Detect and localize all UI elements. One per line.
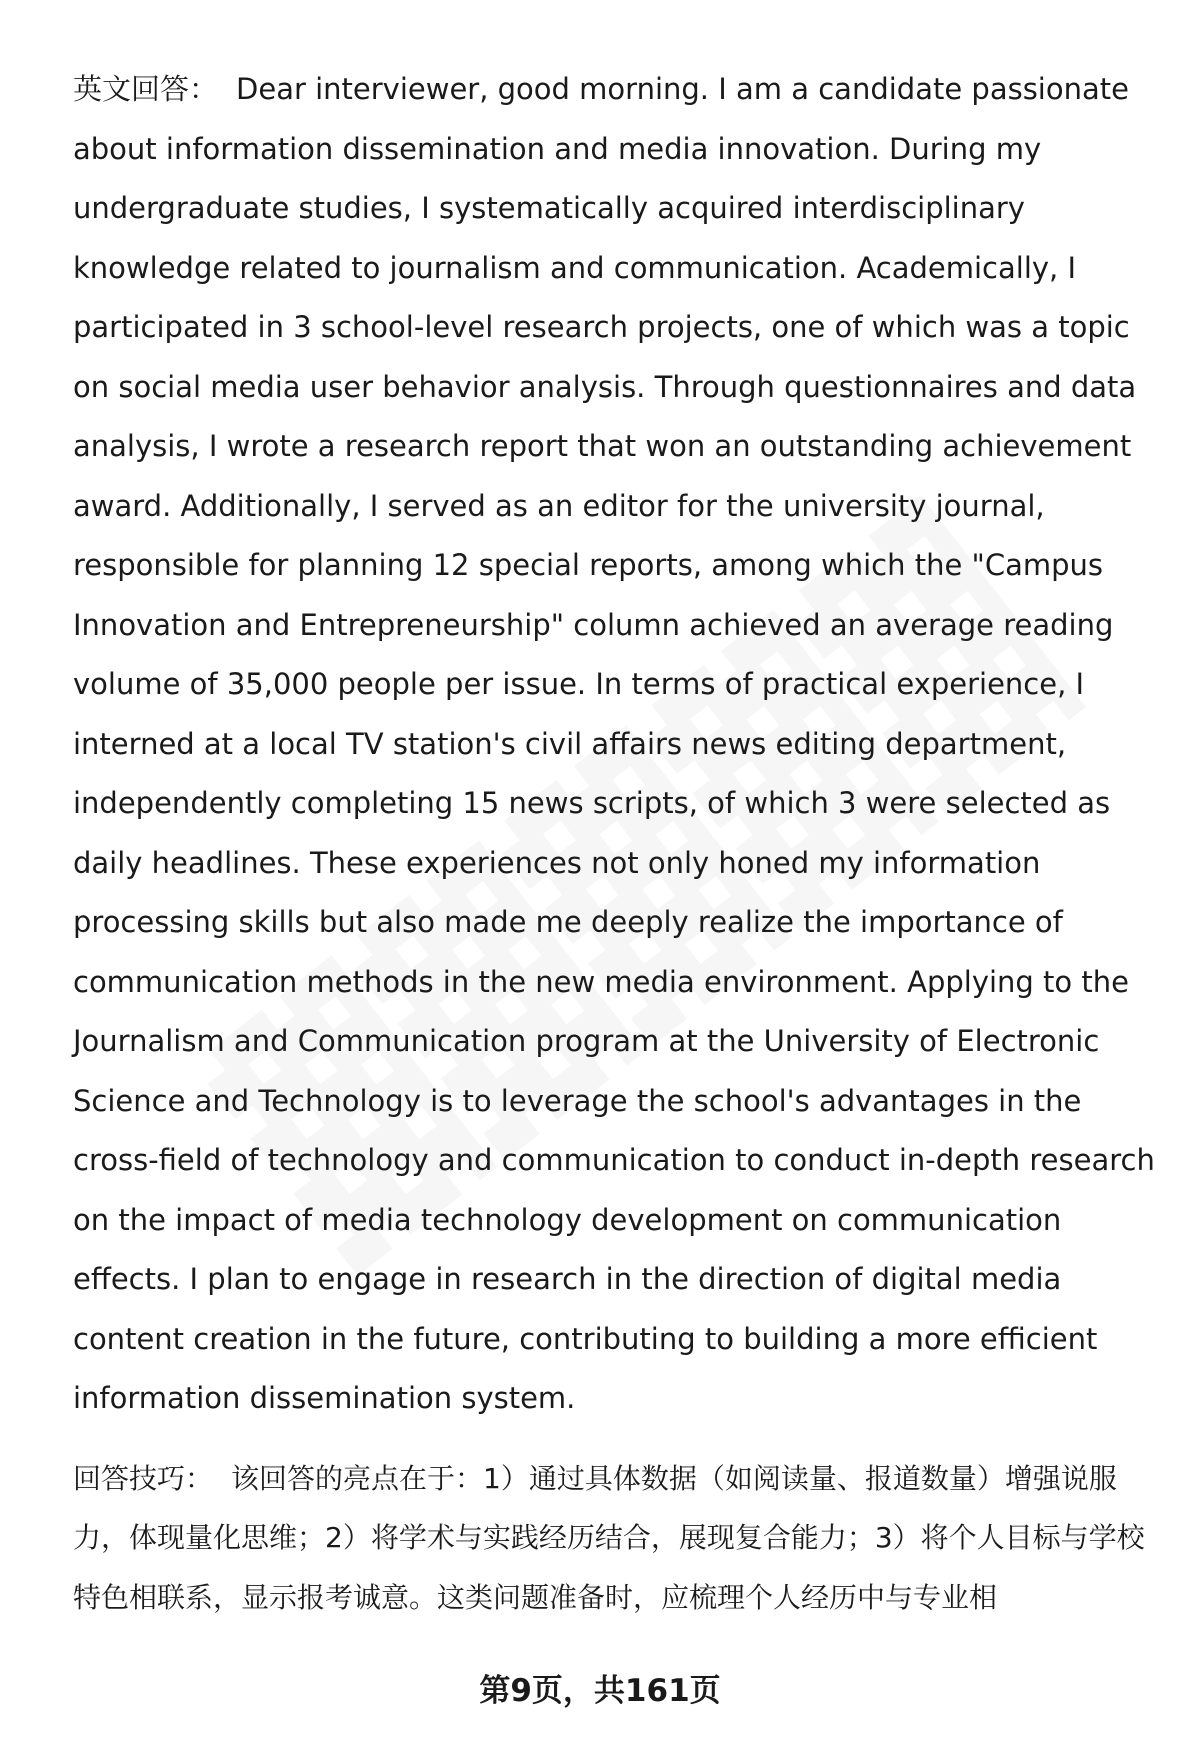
answer-tips-label: 回答技巧： [73,1461,214,1495]
page-content [73,60,1163,1627]
page-number-footer: 第9页，共161页 [479,1673,721,1709]
english-answer-label: 英文回答： [73,72,219,106]
answer-tips-paragraph [73,1449,1163,1628]
english-answer-text: Dear interviewer, good morning. I am a candidate passionate about information dissemination and media innovation. During my undergraduate studies, I systematically acquired interdisciplinary knowledge related to journalism and communication. Academically, I participated in 3 school-level research projects, one of which was a topic on social media user behavior analysis. Through questionnaires and data analysis, I wrote a research report that won an outstanding achievement award. Additionally, I served as an editor for the university journal, responsible for planning 12 special reports, among which the "Campus Innovation and Entrepreneurship" column achieved an average reading volume of 35,000 people per issue. In terms of practical experience, I interned at a local TV station's civil affairs news editing department, independently completing 15 news scripts, of which 3 were selected as daily headlines. These experiences not only honed my information processing skills but also made me deeply realize the importance of communication methods in the new media environment. Applying to the Journalism and Communication program at the University of Electronic Science and Technology is to leverage the school's advantages in the cross-field of technology and communication to conduct in-depth research on the impact of media technology development on communication effects. I plan to engage in research in the direction of digital media content creation in the future, contributing to building a more efficient information dissemination system. [73,72,1155,1415]
english-answer-paragraph [73,60,1163,1429]
answer-tips-text: 该回答的亮点在于：1）通过具体数据（如阅读量、报道数量）增强说服力，体现量化思维；2）将学术与实践经历结合，展现复合能力；3）将个人目标与学校特色相联系，显示报考诚意。这类问题准备时，应梳理个人经历中与专业相 [73,1461,1145,1614]
